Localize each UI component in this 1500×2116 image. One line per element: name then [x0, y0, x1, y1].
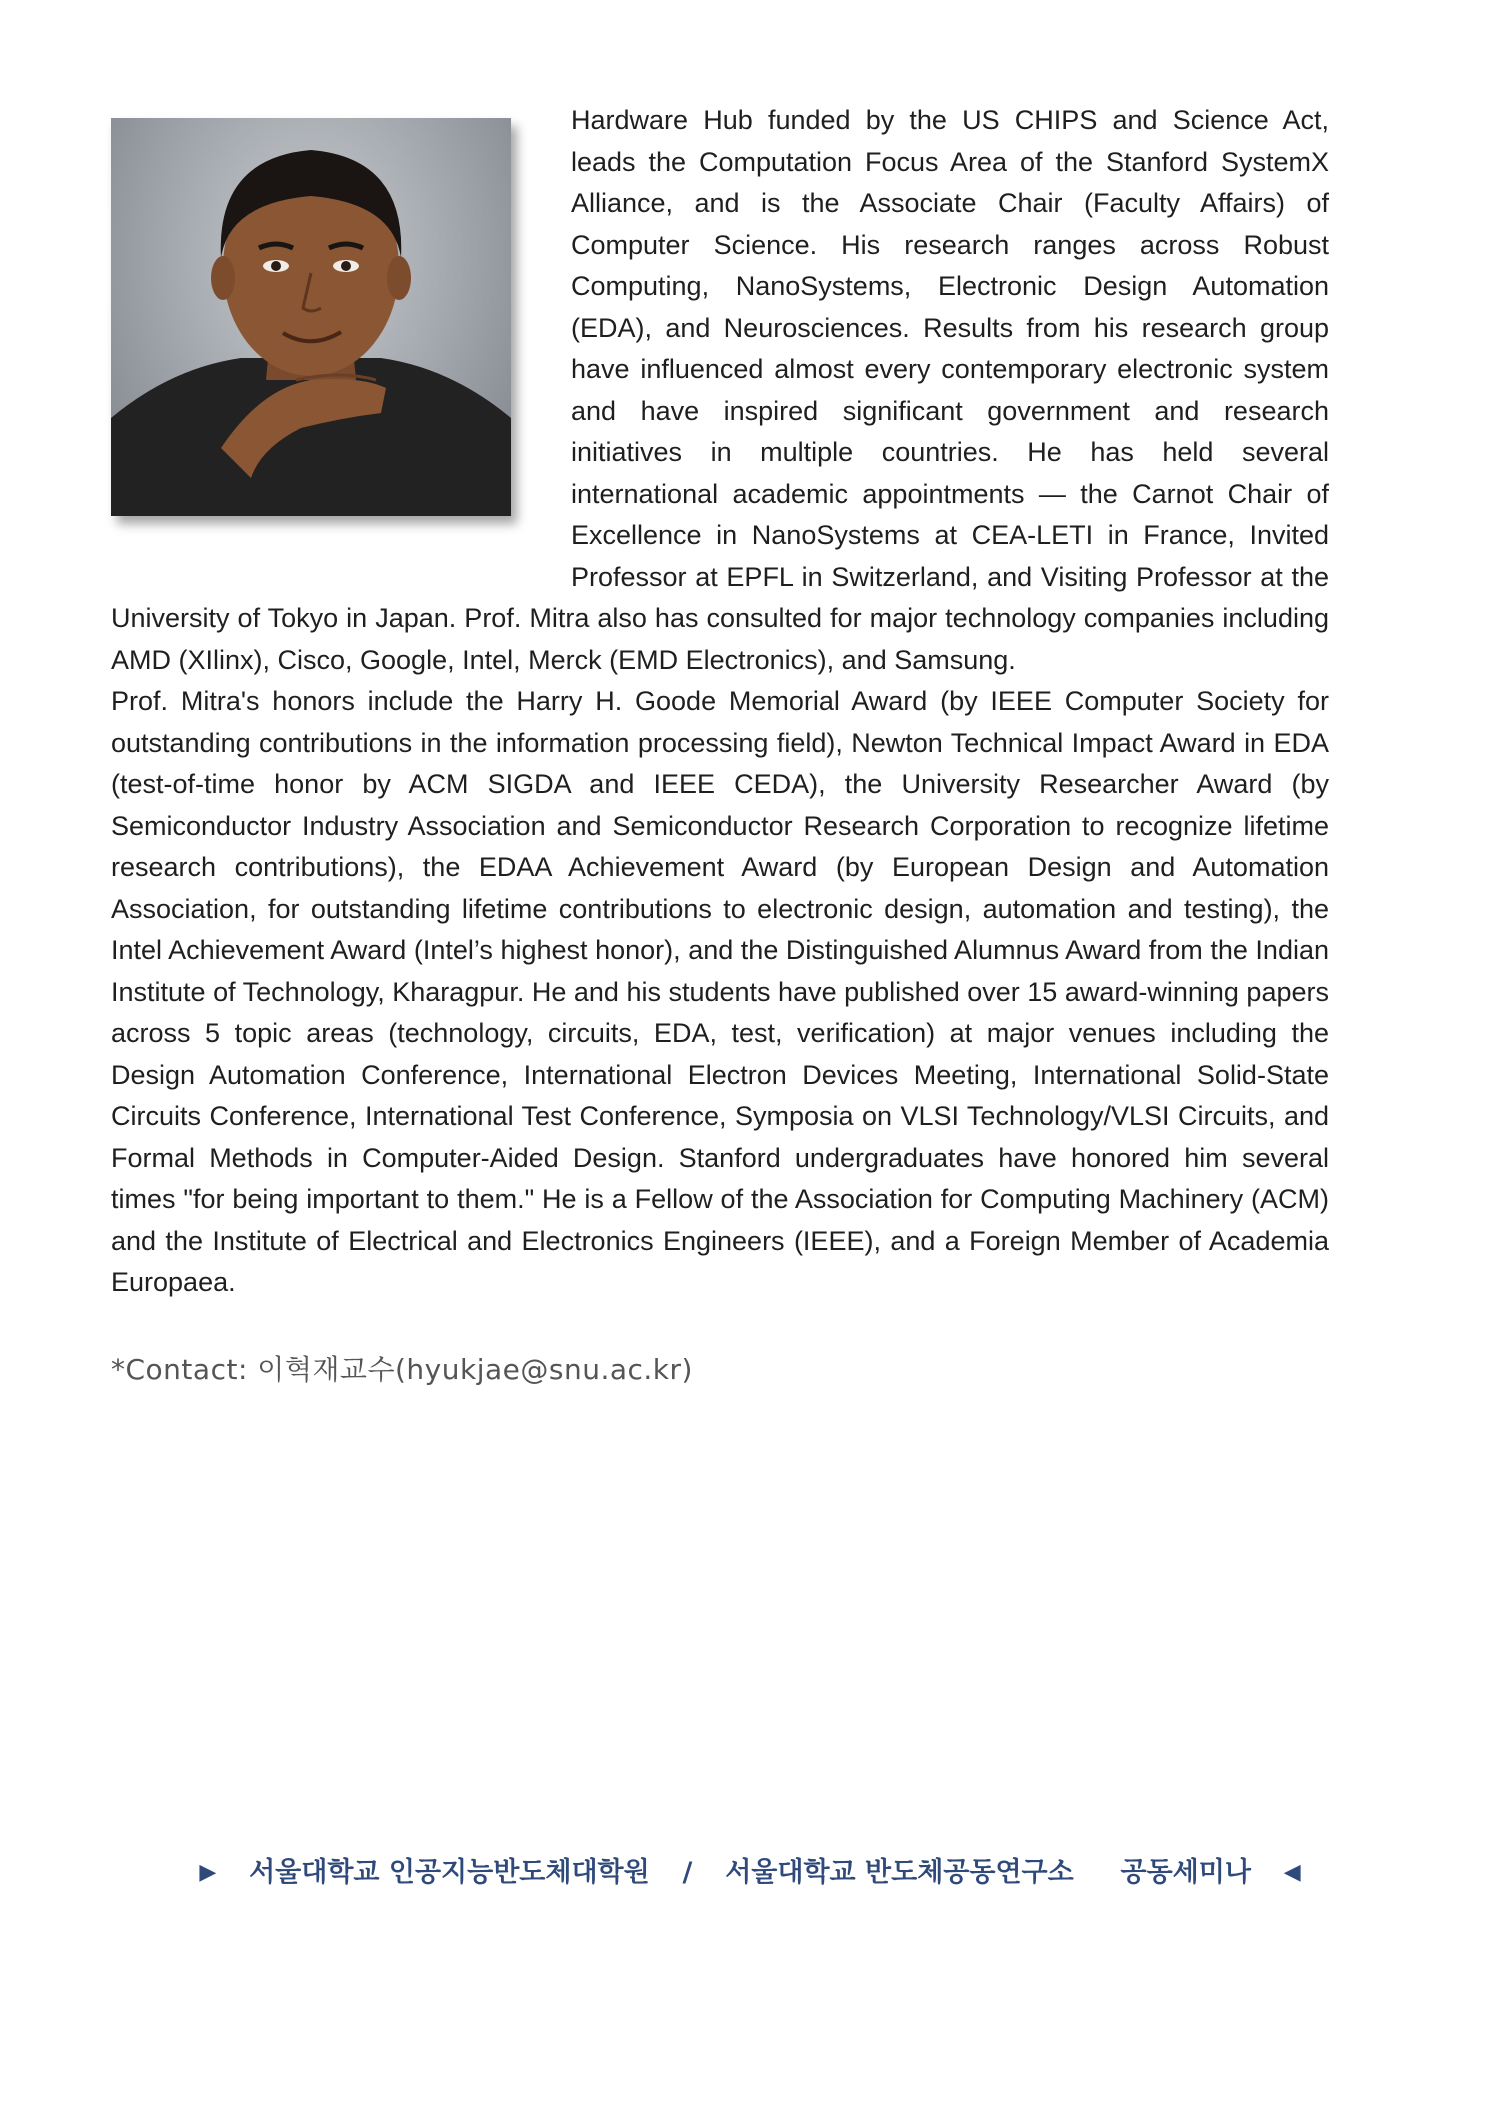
photo-spacer [111, 100, 571, 592]
triangle-left-icon: ◀ [1283, 1860, 1301, 1885]
footer-org-2: 서울대학교 반도체공동연구소 [725, 1857, 1074, 1888]
speaker-bio [111, 100, 1329, 1304]
seminar-footer [0, 1850, 1500, 1889]
bio-paragraph-2: Prof. Mitra's honors include the Harry H. Goode Memorial Award (by IEEE Computer Society for outstanding contributions in the information processing field), Newton Technical Impact Award in EDA (test-of-time honor by ACM SIGDA and IEEE CEDA), the University Researcher Award (by Semiconductor Industry Association and Semiconductor Research Corporation to recognize lifetime research contributions), the EDAA Achievement Award (by European Design and Automation Association, for outstanding lifetime contributions to electronic design, automation and testing), the Intel Achievement Award (Intel’s highest honor), and the Distinguished Alumnus Award from the Indian Institute of Technology, Kharagpur. He and his students have published over 15 award-winning papers across 5 topic areas (technology, circuits, EDA, test, verification) at major venues including the Design Automation Conference, International Electron Devices Meeting, International Solid-State Circuits Conference, International Test Conference, Symposia on VLSI Technology/VLSI Circuits, and Formal Methods in Computer-Aided Design. Stanford undergraduates have honored him several times "for being important to them." He is a Fellow of the Association for Computing Machinery (ACM) and the Institute of Electrical and Electronics Engineers (IEEE), and a Foreign Member of Academia Europaea. [111, 686, 1329, 1297]
bio-paragraph-1: Hardware Hub funded by the US CHIPS and Science Act, leads the Computation Focus Area of the Stanford SystemX Alliance, and is the Associate Chair (Faculty Affairs) of Computer Science. His research ranges across Robust Computing, NanoSystems, Electronic Design Automation (EDA), and Neurosciences. Results from his research group have influenced almost every contemporary electronic system and have inspired significant government and research initiatives in multiple countries. He has held several international academic appointments — the Carnot Chair of Excellence in NanoSystems at CEA-LETI in France, Invited Professor at EPFL in Switzerland, and Visiting Professor at the University of Tokyo in Japan. Prof. Mitra also has consulted for major technology companies including AMD (XIlinx), Cisco, Google, Intel, Merck (EMD Electronics), and Samsung. [111, 105, 1329, 675]
triangle-right-icon: ▶ [199, 1860, 217, 1885]
footer-seminar-label: 공동세미나 [1120, 1857, 1251, 1888]
footer-org-1: 서울대학교 인공지능반도체대학원 [249, 1857, 650, 1888]
footer-separator: / [682, 1857, 693, 1888]
contact-line: *Contact: 이혁재교수(hyukjae@snu.ac.kr) [111, 1353, 693, 1386]
